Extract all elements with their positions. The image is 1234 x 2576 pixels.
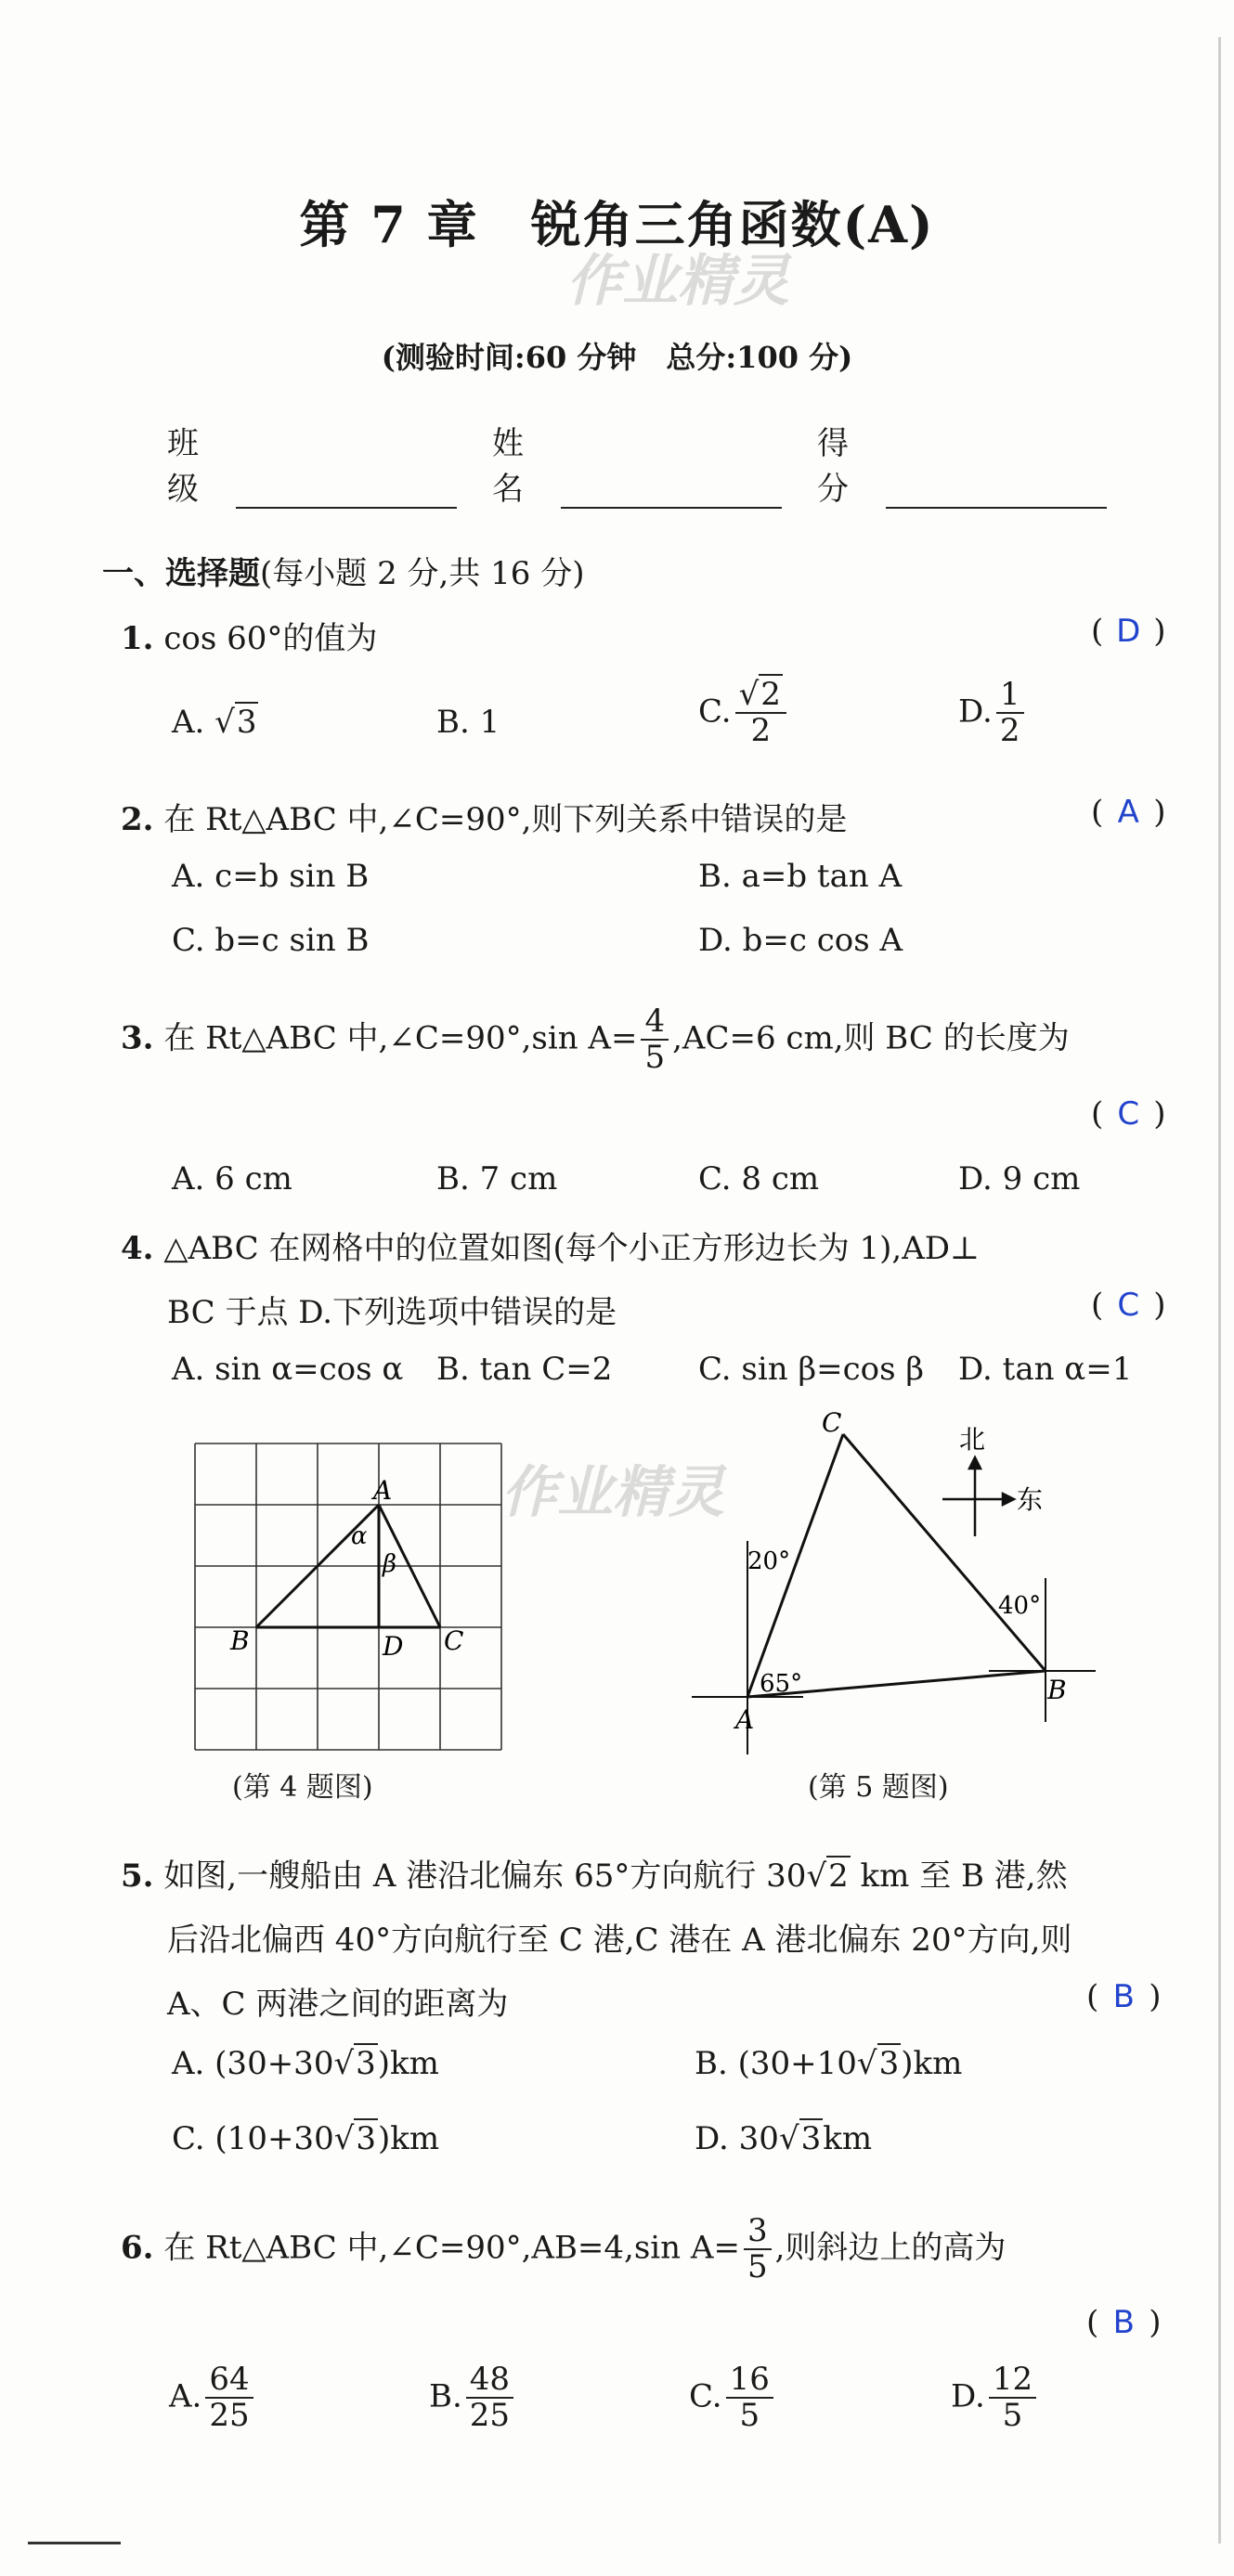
name-field bbox=[492, 418, 782, 509]
question-1-number: 1. bbox=[121, 620, 154, 657]
label-port-b: B bbox=[1047, 1675, 1067, 1705]
label-alpha: α bbox=[351, 1522, 368, 1550]
q1-option-a: A. √3 bbox=[172, 704, 257, 741]
q4-option-c: C. sin β=cos β bbox=[698, 1351, 925, 1388]
fraction: $\frac{4}{5}$ bbox=[641, 1004, 669, 1076]
q5-option-a: A. (30+30√3)km bbox=[172, 2045, 439, 2082]
score-label: 得分 bbox=[817, 425, 849, 508]
name-label: 姓名 bbox=[492, 425, 524, 508]
label-c: C bbox=[444, 1625, 464, 1656]
label-port-a: A bbox=[735, 1704, 755, 1735]
question-4 bbox=[121, 1223, 980, 1268]
watermark-figure: 作业精灵 bbox=[501, 1460, 724, 1525]
section-heading bbox=[102, 548, 584, 593]
q3-option-c: C. 8 cm bbox=[698, 1160, 820, 1197]
label-b: B bbox=[230, 1625, 250, 1656]
figure-4-caption: (第 4 题图) bbox=[232, 1771, 373, 1804]
question-6-number: 6. bbox=[121, 2229, 154, 2267]
label-angle-40: 40° bbox=[998, 1592, 1042, 1620]
q6-option-a: A. $\frac{64}{25}$ bbox=[169, 2362, 257, 2434]
question-2-number: 2. bbox=[121, 801, 154, 838]
answer-4-value: C bbox=[1117, 1287, 1140, 1324]
label-port-c: C bbox=[822, 1407, 842, 1438]
answer-2: ( A ) bbox=[1091, 794, 1166, 831]
q5-option-c: C. (10+30√3)km bbox=[172, 2120, 440, 2157]
q5-option-d: D. 30√3km bbox=[695, 2120, 873, 2157]
label-angle-20: 20° bbox=[747, 1547, 791, 1575]
answer-1-value: D bbox=[1116, 613, 1141, 650]
q4-option-d: D. tan α=1 bbox=[958, 1351, 1133, 1388]
q2-option-a: A. c=b sin B bbox=[172, 858, 370, 895]
question-6: 6. 在 Rt△ABC 中,∠C=90°,AB=4,sin A= $\frac{3}{5}$ ,则斜边上的高为 bbox=[121, 2212, 1007, 2286]
page-footer-line bbox=[28, 2542, 121, 2544]
q6-option-d: D. $\frac{12}{5}$ bbox=[951, 2362, 1040, 2434]
question-2-text: 在 Rt△ABC 中,∠C=90°,则下列关系中错误的是 bbox=[163, 801, 848, 838]
answer-4: ( C ) bbox=[1091, 1287, 1166, 1324]
question-4-line1: △ABC 在网格中的位置如图(每个小正方形边长为 1),AD⊥ bbox=[163, 1230, 981, 1267]
route-triangle bbox=[747, 1434, 1046, 1697]
section-title: 一、选择题 bbox=[102, 555, 260, 592]
answer-2-value: A bbox=[1117, 794, 1139, 831]
question-2 bbox=[121, 794, 847, 839]
section-note: (每小题 2 分,共 16 分) bbox=[260, 555, 585, 592]
question-5-line2: 后沿北偏西 40°方向航行至 C 港,C 港在 A 港北偏东 20°方向,则 bbox=[167, 1922, 1072, 1959]
exam-subtitle: (测验时间:60 分钟 总分:100 分) bbox=[381, 340, 853, 375]
q2-option-b: B. a=b tan A bbox=[698, 858, 903, 895]
label-angle-65: 65° bbox=[760, 1670, 803, 1698]
question-4-line2: BC 于点 D.下列选项中错误的是 bbox=[167, 1294, 617, 1331]
class-field bbox=[167, 418, 457, 509]
q3-option-d: D. 9 cm bbox=[958, 1160, 1081, 1197]
watermark-top: 作业精灵 bbox=[566, 249, 789, 314]
question-5: 5. 如图,一艘船由 A 港沿北偏东 65°方向航行 30√2 km 至 B 港,然 bbox=[121, 1858, 1068, 1895]
answer-3-value: C bbox=[1117, 1095, 1140, 1133]
student-info-row bbox=[167, 418, 1142, 509]
name-blank[interactable] bbox=[561, 475, 782, 509]
score-blank[interactable] bbox=[886, 475, 1107, 509]
question-3-number: 3. bbox=[121, 1019, 154, 1057]
answer-6: ( B ) bbox=[1086, 2304, 1162, 2341]
page-edge-line bbox=[1218, 37, 1221, 2544]
q4-option-a: A. sin α=cos α bbox=[172, 1351, 404, 1388]
q5-option-b: B. (30+10√3)km bbox=[695, 2045, 963, 2082]
class-label: 班级 bbox=[167, 425, 199, 508]
answer-6-value: B bbox=[1112, 2304, 1135, 2341]
label-d: D bbox=[383, 1631, 404, 1662]
sqrt-symbol: √ bbox=[214, 704, 235, 741]
answer-3: ( C ) bbox=[1091, 1095, 1166, 1133]
q4-option-b: B. tan C=2 bbox=[436, 1351, 613, 1388]
figure-4-grid bbox=[186, 1434, 511, 1759]
label-a: A bbox=[373, 1475, 393, 1506]
page-title: 第 7 章 锐角三角函数(A) bbox=[299, 195, 935, 254]
grid-lines bbox=[195, 1443, 501, 1750]
question-1 bbox=[121, 613, 377, 658]
class-blank[interactable] bbox=[236, 475, 457, 509]
question-3: 3. 在 Rt△ABC 中,∠C=90°,sin A= $\frac{4}{5}$ ,AC=6 cm,则 BC 的长度为 bbox=[121, 1003, 1070, 1077]
q2-option-c: C. b=c sin B bbox=[172, 922, 370, 959]
label-beta: β bbox=[383, 1550, 397, 1578]
q2-option-d: D. b=c cos A bbox=[698, 922, 903, 959]
q3-option-b: B. 7 cm bbox=[436, 1160, 558, 1197]
q3-option-a: A. 6 cm bbox=[172, 1160, 292, 1197]
fraction: $\frac{3}{5}$ bbox=[744, 2214, 772, 2285]
score-field bbox=[817, 418, 1107, 509]
label-east: 东 bbox=[1017, 1484, 1044, 1515]
q1-option-b: B. 1 bbox=[436, 704, 500, 741]
q1-option-c: C. $\frac{√2}{2}$ bbox=[698, 678, 790, 749]
question-4-number: 4. bbox=[121, 1230, 154, 1267]
figure-5-navigation bbox=[678, 1402, 1105, 1764]
label-north: 北 bbox=[959, 1424, 986, 1455]
answer-5-value: B bbox=[1112, 1978, 1135, 2015]
q6-option-c: C. $\frac{16}{5}$ bbox=[689, 2362, 777, 2434]
question-5-line3: A、C 两港之间的距离为 bbox=[167, 1986, 509, 2023]
q1-option-d: D. $\frac{1}{2}$ bbox=[958, 678, 1028, 749]
figure-5-caption: (第 5 题图) bbox=[808, 1771, 949, 1804]
question-5-number: 5. bbox=[121, 1858, 154, 1895]
q6-option-b: B. $\frac{48}{25}$ bbox=[429, 2362, 517, 2434]
question-1-text: cos 60°的值为 bbox=[163, 620, 378, 657]
answer-5: ( B ) bbox=[1086, 1978, 1162, 2015]
compass bbox=[942, 1457, 1014, 1536]
answer-1: ( D ) bbox=[1091, 613, 1166, 650]
